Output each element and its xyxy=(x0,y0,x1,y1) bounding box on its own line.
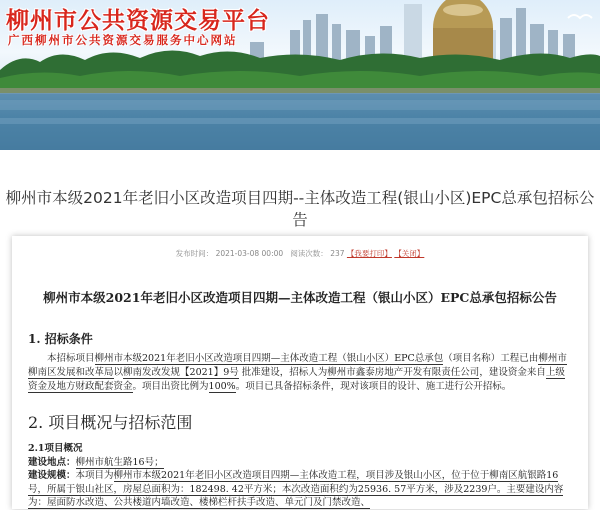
tenderer-name: 柳州市鑫泰房地产开发有限责任公司 xyxy=(327,367,480,378)
subsection-title: 2.1项目概况 xyxy=(28,443,83,454)
page-headline: 柳州市本级2021年老旧小区改造项目四期--主体改造工程(银山小区)EPC总承包招标公告 xyxy=(5,189,595,229)
views-count: 237 xyxy=(330,249,345,258)
fund-source: 上级资金及地方财政配套资金 xyxy=(28,367,565,392)
location-label: 建设地点： xyxy=(28,456,76,468)
text-segment: 。项目已具备招标条件，现对该项目的设计、施工进行公开招标。 xyxy=(235,381,512,392)
text-segment: 本招标项目 xyxy=(47,353,95,364)
approval-number: 柳南发改发规【2021】9号 xyxy=(123,367,239,378)
location-value: 柳州市航生路16号； xyxy=(75,456,164,468)
section2-content xyxy=(28,442,574,510)
print-link[interactable]: 【我要打印】 xyxy=(346,249,392,258)
site-title: 柳州市公共资源交易平台 xyxy=(6,7,270,34)
project-name: 柳州市本级2021年老旧小区改造项目四期—主体改造工程（银山小区）EPC总承包 xyxy=(94,353,444,364)
site-subtitle: 广西柳州市公共资源交易服务中心网站 xyxy=(8,33,238,47)
publish-time: 2021-03-08 00:00 xyxy=(215,249,284,258)
section1-paragraph xyxy=(28,352,574,394)
announcement-document xyxy=(12,236,588,509)
scale-text: 柳州市本级2021年老旧小区改造项目四期—主体改造工程，项目涉及银山小区，位于位于柳南区航银路16号，所属于银山社区，房屋总面积为：182498. 42平方米；本次改造面积约为25936. 57平方米，涉及2239户。主要建设内容为：屋面防水改造、公共楼道内墙改造、楼梯栏杆扶手改造、单元门及门禁改造、 xyxy=(28,470,564,509)
text-segment: 批准建设，招标人为 xyxy=(238,367,328,378)
text-segment: （项目名称）工程已由 xyxy=(443,353,539,364)
text-segment: ，建设资金来自 xyxy=(479,367,546,378)
publish-label: 发布时间： xyxy=(175,249,214,258)
close-link[interactable]: 【关闭】 xyxy=(394,249,425,258)
text-segment: 以 xyxy=(113,367,124,378)
section2-heading: 2. 项目概况与招标范围 xyxy=(28,413,193,432)
scale-lead: 本项目为 xyxy=(75,470,114,482)
views-label: 阅读次数： xyxy=(290,249,328,258)
site-banner xyxy=(0,0,600,150)
meta-bar xyxy=(12,248,588,259)
text-segment: 。项目出资比例为 xyxy=(132,381,209,392)
funding-ratio: 100% xyxy=(208,381,236,392)
section1-heading: 1. 招标条件 xyxy=(28,332,93,346)
approval-authority: 柳州市柳南区发展和改革局 xyxy=(28,353,567,378)
scale-label: 建设规模： xyxy=(28,470,76,482)
document-title: 柳州市本级2021年老旧小区改造项目四期—主体改造工程（银山小区）EPC总承包招标公告 xyxy=(43,290,557,305)
